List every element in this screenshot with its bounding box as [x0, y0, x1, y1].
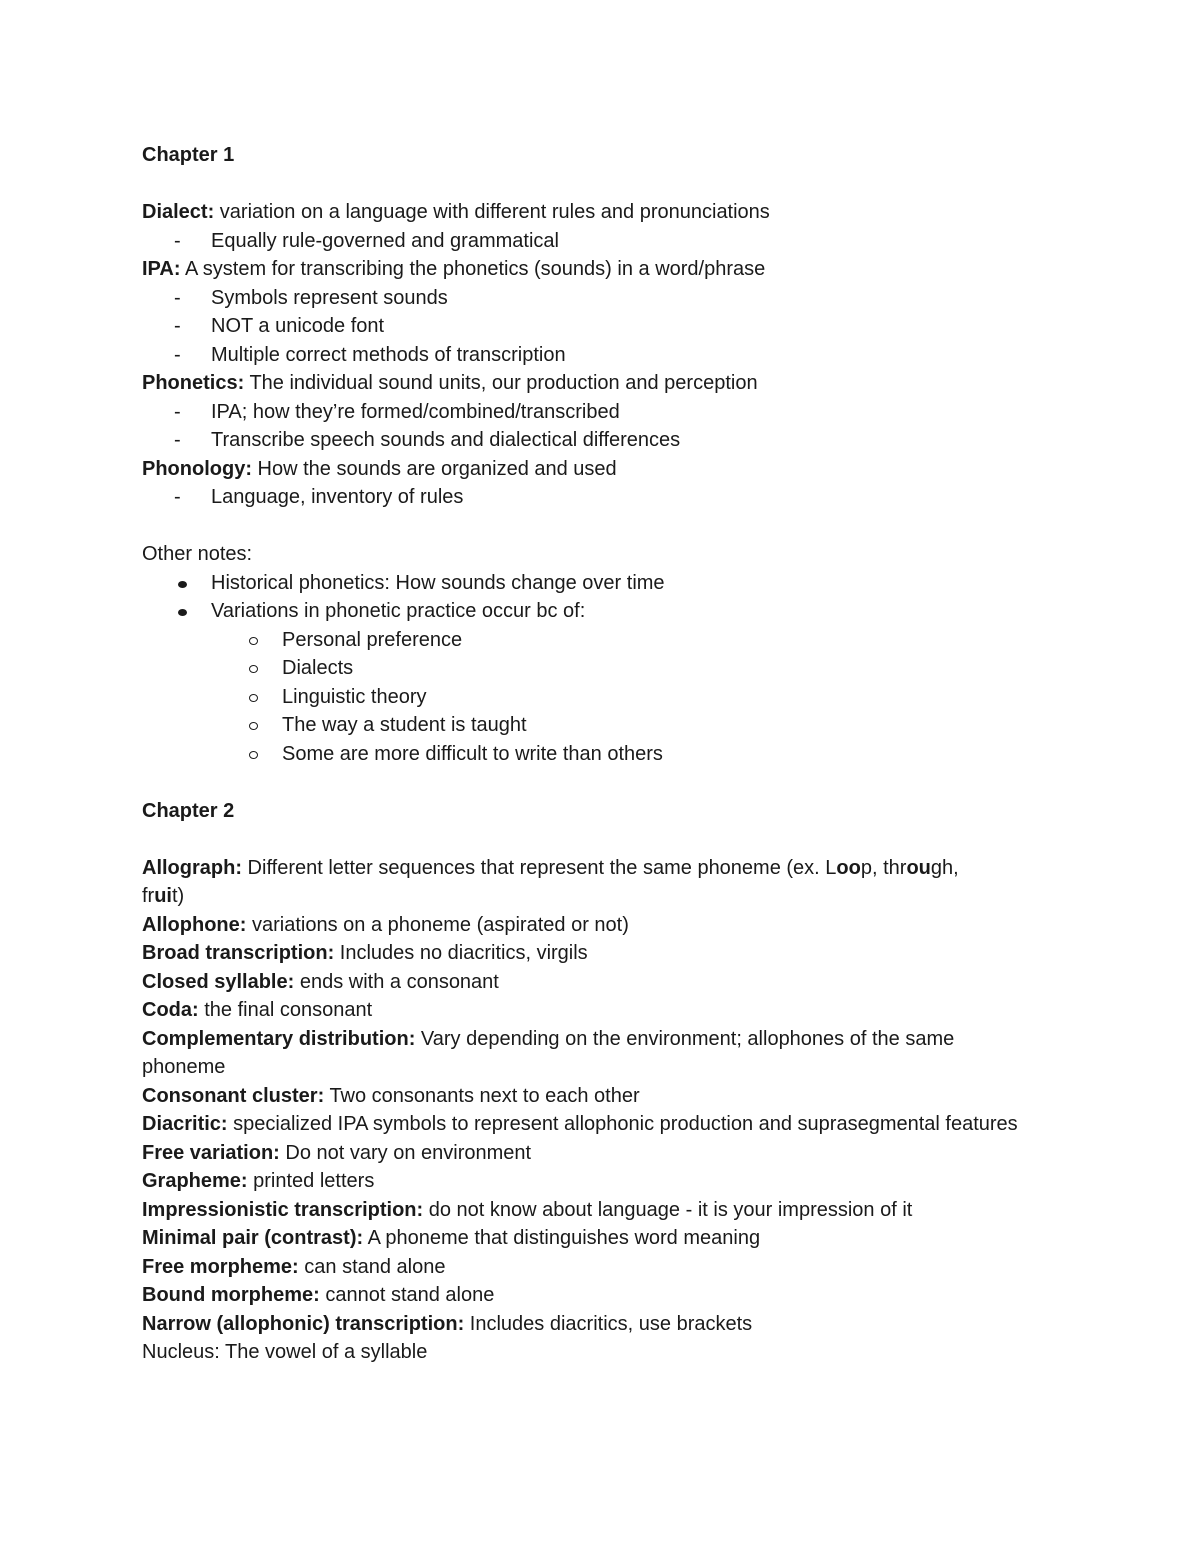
sub-item	[142, 284, 1042, 313]
term-definition: A system for transcribing the phonetics (sounds) in a word/phrase	[180, 258, 766, 280]
term-label: Broad transcription:	[142, 942, 335, 964]
spacer	[142, 512, 1042, 541]
filled-bullet-icon	[178, 581, 187, 588]
sub-item	[142, 398, 1042, 427]
term-label: Closed syllable:	[142, 970, 295, 993]
term-definition: variations on a phoneme (aspirated or not)	[246, 913, 629, 936]
term-definition: variation on a language with different rules and pronunciations	[214, 201, 770, 223]
sub-bullet-text: Personal preference	[282, 628, 463, 651]
term-definition: printed letters	[247, 1170, 375, 1192]
example-highlight: ou	[906, 856, 931, 879]
sub-item-text: Multiple correct methods of transcription	[211, 343, 566, 366]
term-label: Narrow (allophonic) transcription:	[142, 1312, 465, 1335]
sub-bullet-text: Dialects	[282, 657, 354, 679]
term-label: Dialect:	[142, 201, 215, 223]
definition-entry	[142, 968, 1042, 997]
dash-marker: -	[174, 286, 181, 309]
term-definition: Do not vary on environment	[279, 1141, 532, 1164]
bullet-text: Historical phonetics: How sounds change over time	[211, 571, 665, 594]
dash-marker: -	[174, 229, 181, 252]
sub-item	[142, 312, 1042, 341]
sub-bullet-text: Some are more difficult to write than others	[282, 742, 663, 765]
term-label: Impressionistic transcription:	[142, 1198, 424, 1221]
bullet-text: Variations in phonetic practice occur bc of:	[211, 600, 586, 622]
term-definition: ends with a consonant	[294, 970, 499, 993]
term-label: Free morpheme:	[142, 1255, 299, 1278]
definition-entry	[142, 1196, 1042, 1225]
definition-entry	[142, 1224, 1042, 1253]
term-definition: do not know about language - it is your impression of it	[423, 1198, 913, 1221]
example-highlight: ui	[154, 885, 172, 907]
hollow-bullet-icon	[249, 751, 258, 759]
spacer	[142, 825, 1042, 854]
sub-bullet-item	[142, 740, 1042, 769]
definition-allograph	[142, 854, 1042, 911]
term-label: Coda:	[142, 999, 199, 1021]
sub-item-text: NOT a unicode font	[211, 315, 385, 337]
term-label: Consonant cluster:	[142, 1084, 325, 1107]
term-label: Free variation:	[142, 1141, 280, 1164]
bullet-item	[142, 597, 1042, 626]
term-label: Phonetics:	[142, 372, 245, 394]
term-label: Allophone:	[142, 913, 247, 936]
dash-marker: -	[174, 400, 181, 423]
term-definition: Includes diacritics, use brackets	[464, 1312, 753, 1335]
definition-entry	[142, 1139, 1042, 1168]
spacer	[142, 768, 1042, 797]
term-definition: Two consonants next to each other	[324, 1084, 640, 1107]
term-definition: gh,	[930, 856, 959, 879]
dash-marker: -	[174, 343, 181, 366]
term-definition: A phoneme that distinguishes word meaning	[363, 1227, 761, 1249]
term-definition: the final consonant	[198, 999, 373, 1021]
term-label: Minimal pair (contrast):	[142, 1227, 364, 1249]
definition-entry	[142, 1167, 1042, 1196]
term-definition: How the sounds are organized and used	[251, 457, 617, 480]
definition-entry	[142, 1110, 1042, 1139]
sub-bullet-item	[142, 683, 1042, 712]
definition-phonology	[142, 455, 1042, 484]
term-definition: p, thr	[860, 856, 907, 879]
filled-bullet-icon	[178, 609, 187, 616]
definition-entry	[142, 1310, 1042, 1339]
other-notes-label: Other notes:	[142, 543, 253, 565]
example-highlight: oo	[836, 856, 861, 879]
term-label: Grapheme:	[142, 1170, 248, 1192]
hollow-bullet-icon	[249, 722, 258, 730]
sub-item-text: Transcribe speech sounds and dialectical differences	[211, 429, 681, 451]
chapter-2-definitions	[142, 911, 1042, 1339]
sub-bullet-item	[142, 654, 1042, 683]
dash-marker: -	[174, 315, 181, 337]
term-label: IPA:	[142, 258, 181, 280]
sub-item	[142, 341, 1042, 370]
definition-ipa	[142, 255, 1042, 284]
sub-bullet-text: Linguistic theory	[282, 685, 427, 708]
term-definition: fr	[142, 885, 155, 907]
definition-entry	[142, 1253, 1042, 1282]
definition-entry	[142, 1025, 1042, 1082]
sub-item-text: Equally rule-governed and grammatical	[211, 229, 559, 252]
term-label: Bound morpheme:	[142, 1284, 320, 1306]
chapter-1-heading: Chapter 1	[142, 144, 235, 166]
term-definition: Includes no diacritics, virgils	[334, 942, 588, 964]
sub-item-text: Symbols represent sounds	[211, 286, 448, 309]
hollow-bullet-icon	[249, 665, 258, 673]
term-definition: cannot stand alone	[319, 1284, 495, 1306]
term-definition: Vary depending on the environment; allophones of the same phoneme	[142, 1027, 955, 1078]
term-label: Complementary distribution:	[142, 1027, 416, 1050]
sub-bullet-item	[142, 711, 1042, 740]
definition-dialect	[142, 198, 1042, 227]
term-definition: t)	[172, 885, 185, 907]
sub-item	[142, 227, 1042, 256]
document-page	[142, 141, 1042, 1367]
hollow-bullet-icon	[249, 637, 258, 645]
term-definition: can stand alone	[298, 1255, 446, 1278]
term-definition: specialized IPA symbols to represent allophonic production and suprasegmental features	[227, 1113, 1018, 1135]
term-label: Diacritic:	[142, 1113, 228, 1135]
definition-entry	[142, 939, 1042, 968]
definition-phonetics	[142, 369, 1042, 398]
term-label: Phonology:	[142, 457, 252, 480]
sub-item	[142, 483, 1042, 512]
sub-item-text: IPA; how they’re formed/combined/transcribed	[211, 400, 620, 423]
term-definition: The individual sound units, our production and perception	[244, 372, 758, 394]
definition-entry	[142, 911, 1042, 940]
definition-nucleus: Nucleus: The vowel of a syllable	[142, 1341, 428, 1363]
sub-item	[142, 426, 1042, 455]
definition-entry	[142, 1281, 1042, 1310]
dash-marker: -	[174, 429, 181, 451]
definition-entry	[142, 1082, 1042, 1111]
sub-bullet-text: The way a student is taught	[282, 714, 527, 736]
definition-entry	[142, 996, 1042, 1025]
bullet-item	[142, 569, 1042, 598]
spacer	[142, 170, 1042, 199]
sub-item-text: Language, inventory of rules	[211, 486, 464, 508]
term-definition: Different letter sequences that represent the same phoneme (ex. L	[242, 856, 837, 879]
hollow-bullet-icon	[249, 694, 258, 702]
sub-bullet-item	[142, 626, 1042, 655]
term-label: Allograph:	[142, 856, 242, 879]
dash-marker: -	[174, 486, 181, 508]
chapter-2-heading: Chapter 2	[142, 799, 235, 822]
